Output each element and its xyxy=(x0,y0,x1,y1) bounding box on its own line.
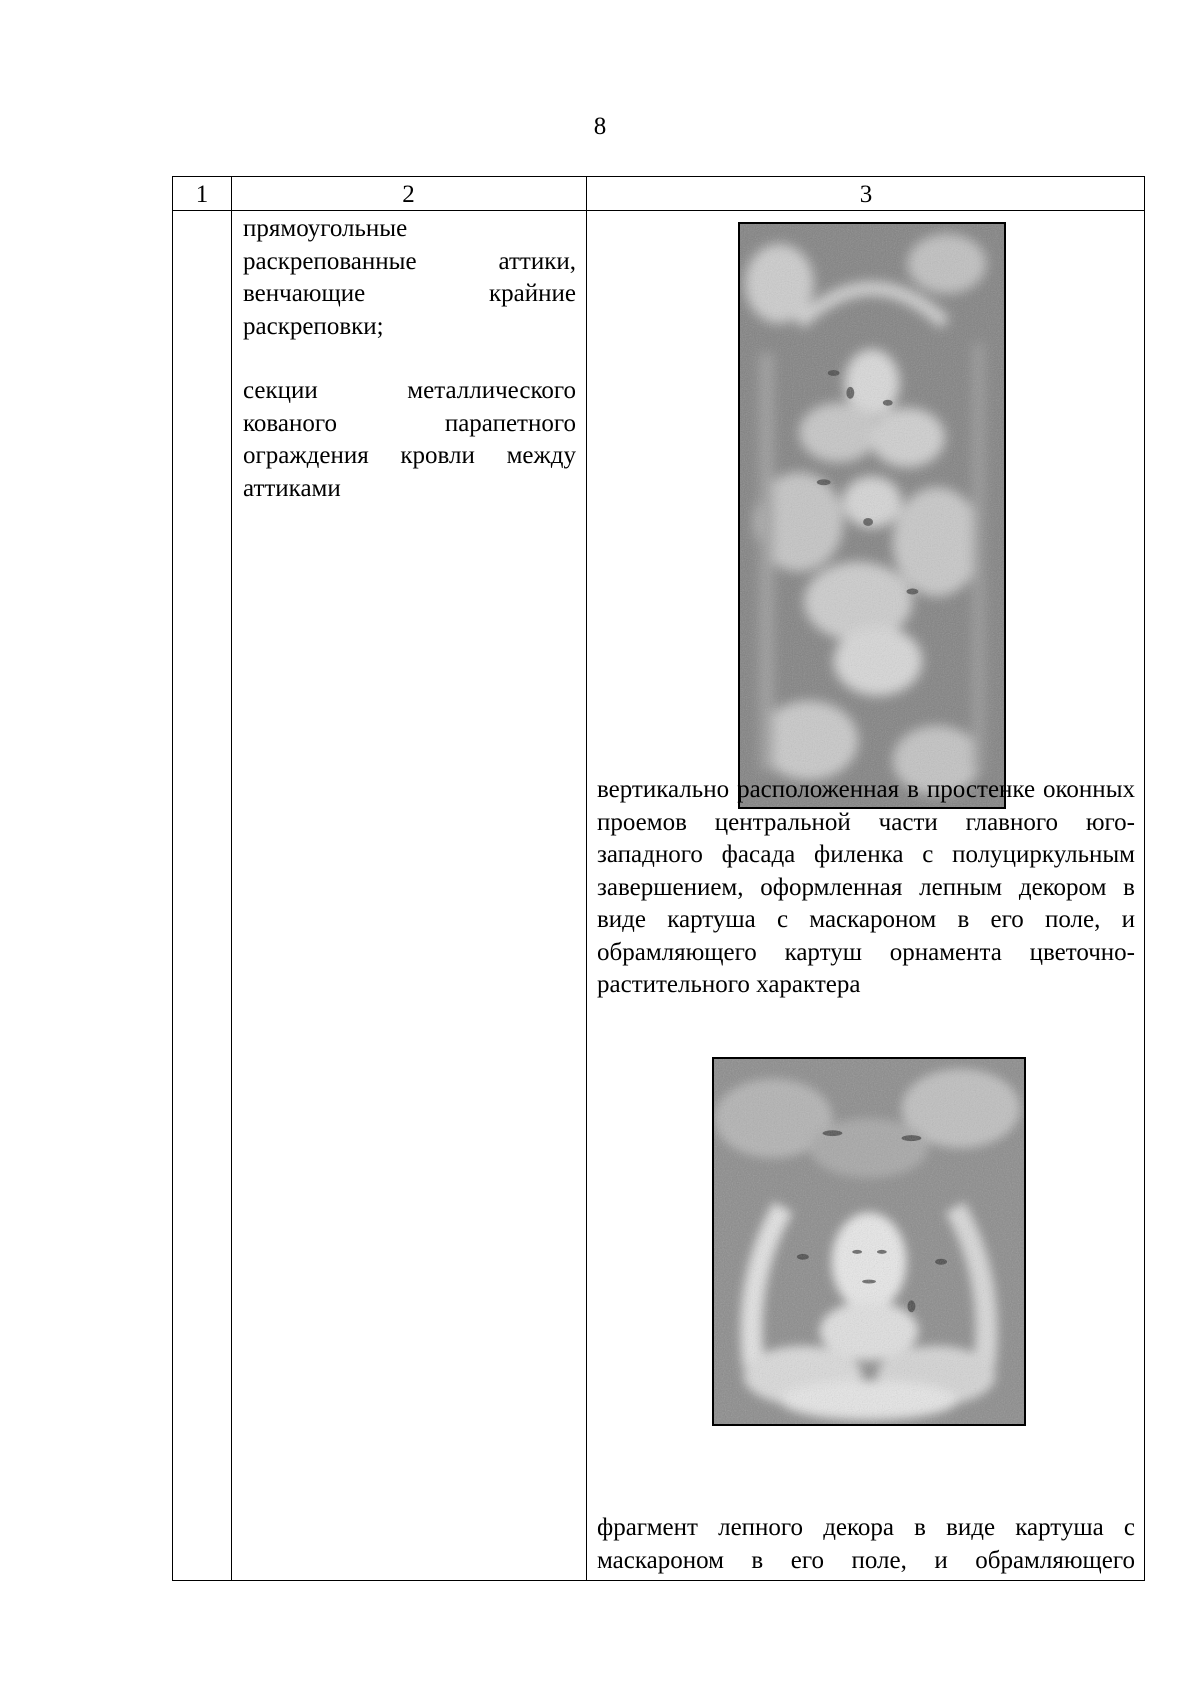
element-description: секции металлического кованого парапетного ограждения кровли между аттиками xyxy=(243,377,576,502)
column-3-caption-2 xyxy=(597,1512,1135,1577)
column-divider xyxy=(231,177,232,1580)
photo-caption: фрагмент лепного декора в виде картуша с маскароном в его поле, и обрамляющего xyxy=(597,1514,1135,1574)
page-number: 8 xyxy=(593,113,607,140)
column-header-3: 3 xyxy=(859,181,873,208)
column-header-2: 2 xyxy=(402,181,415,208)
document-table xyxy=(172,176,1145,1581)
photo-vertical-panel xyxy=(738,222,1006,809)
photo-caption: вертикально расположенная в простенке оконных проемов центральной части главного юго-западного фасада филенка с полуциркульным завершением, оформленная лепным декором в виде картуша с маскароном в его поле, и обрамляющего картуш орнамента цветочно-растительного характера xyxy=(597,776,1135,998)
element-description: прямоугольные раскрепованные аттики, венчающие крайние раскреповки; xyxy=(243,215,576,340)
column-3-caption-1 xyxy=(597,774,1135,1002)
header-divider xyxy=(173,210,1144,211)
photo-cartouche-mascaron xyxy=(712,1057,1026,1426)
column-divider xyxy=(586,177,587,1580)
column-header-1: 1 xyxy=(195,181,209,208)
column-2-text xyxy=(243,213,576,505)
